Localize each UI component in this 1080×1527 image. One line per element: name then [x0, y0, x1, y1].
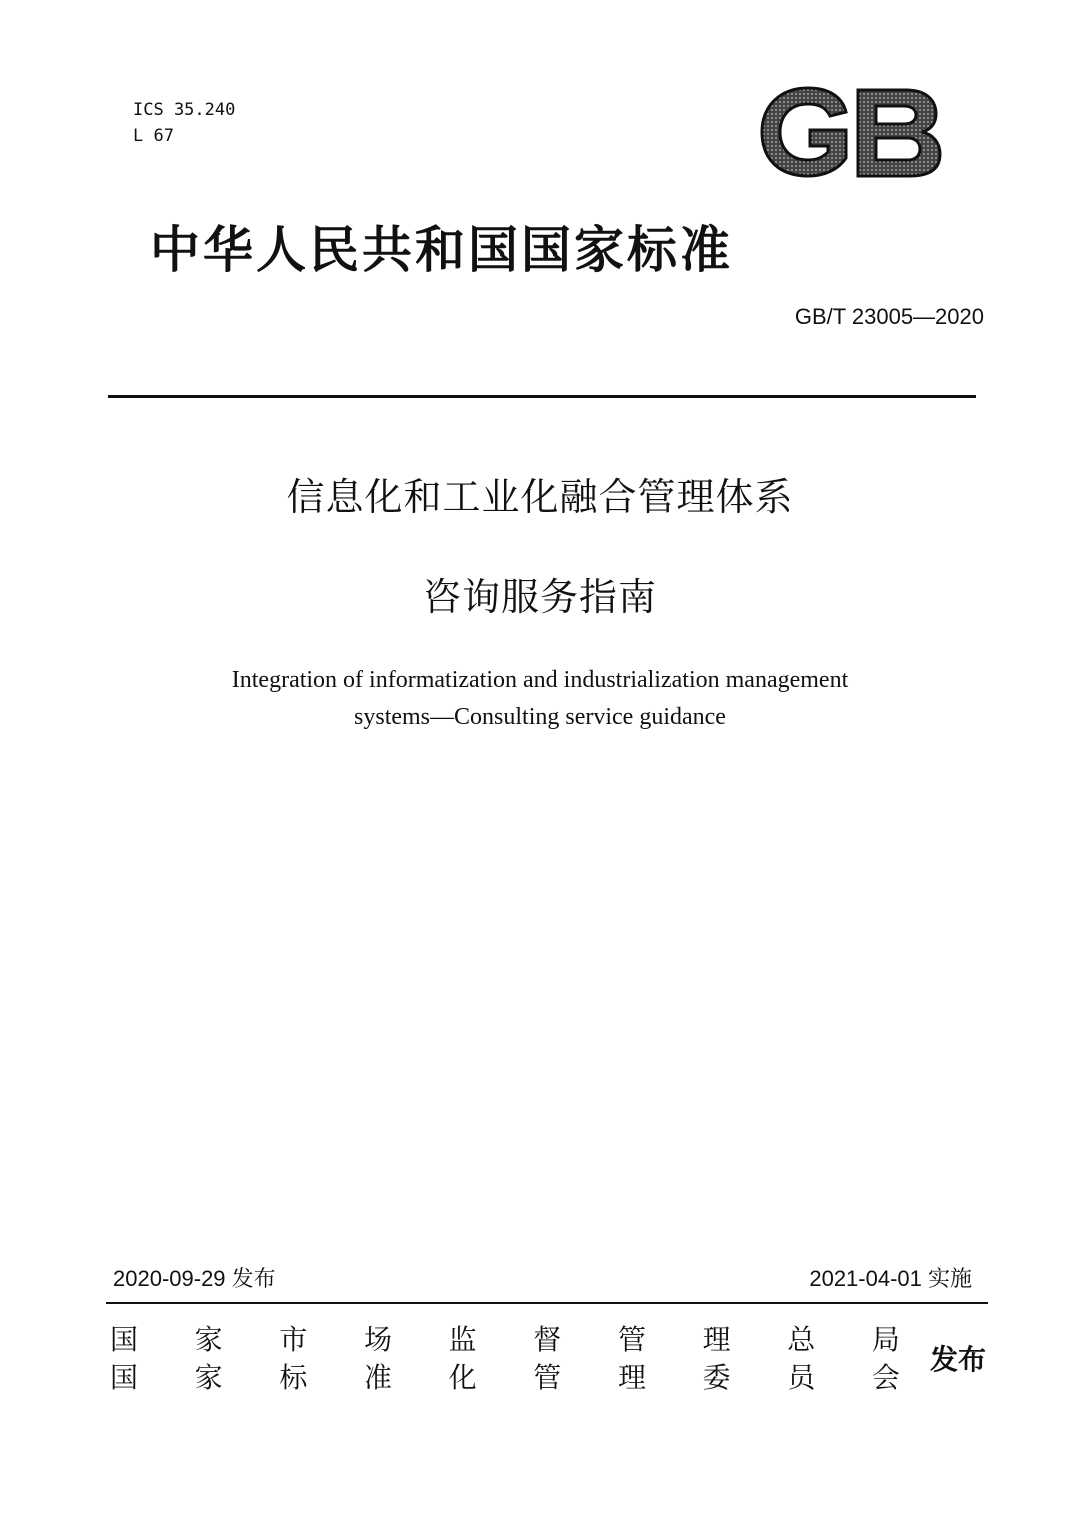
issuer-char: 会 [871, 1361, 900, 1394]
ics-code: ICS 35.240 [133, 100, 236, 120]
issuer-char: 督 [533, 1323, 562, 1356]
footer-divider [106, 1302, 988, 1304]
issuer-char: 市 [279, 1323, 308, 1356]
standard-number: GB/T 23005—2020 [794, 304, 984, 329]
publish-date: 2020-09-29 发布 [113, 1266, 276, 1291]
issuer-char: 标 [279, 1361, 308, 1394]
issuer-char: 国 [110, 1323, 139, 1356]
national-standard-title: 中华人民共和国国家标准 [150, 220, 733, 279]
issuer-char: 局 [871, 1323, 900, 1356]
issuer-char: 化 [448, 1361, 477, 1394]
issuer-char: 监 [448, 1323, 477, 1356]
issuer-char: 场 [363, 1323, 392, 1356]
issuer-char: 委 [702, 1361, 731, 1394]
ccs-code: L 67 [133, 126, 174, 146]
header-divider [108, 395, 976, 398]
issuer-char: 家 [194, 1323, 223, 1356]
issuer-char: 理 [617, 1361, 646, 1394]
issuer-char: 准 [363, 1361, 392, 1394]
issuer-char: 管 [617, 1323, 646, 1356]
issuer-char: 总 [787, 1323, 816, 1356]
issuer-char: 国 [110, 1361, 139, 1394]
issuer-char: 家 [194, 1361, 223, 1394]
chinese-title-line1: 信息化和工业化融合管理体系 [286, 475, 794, 519]
english-title-line1: Integration of informatization and industrialization management [231, 667, 849, 693]
english-title [0, 662, 1080, 736]
gb-standard-logo [758, 84, 943, 180]
implement-date: 2021-04-01 实施 [809, 1266, 972, 1291]
issuer-line2 [110, 1356, 900, 1396]
issuer-char: 管 [533, 1361, 562, 1394]
issued-label: 发布 [930, 1343, 987, 1376]
issuer-char: 理 [702, 1323, 731, 1356]
issuer-char: 员 [787, 1361, 816, 1394]
issuer-line1 [110, 1318, 900, 1358]
chinese-title-line2: 咨询服务指南 [422, 575, 657, 619]
english-title-line2: systems—Consulting service guidance [354, 704, 726, 730]
classification-codes [133, 97, 235, 149]
